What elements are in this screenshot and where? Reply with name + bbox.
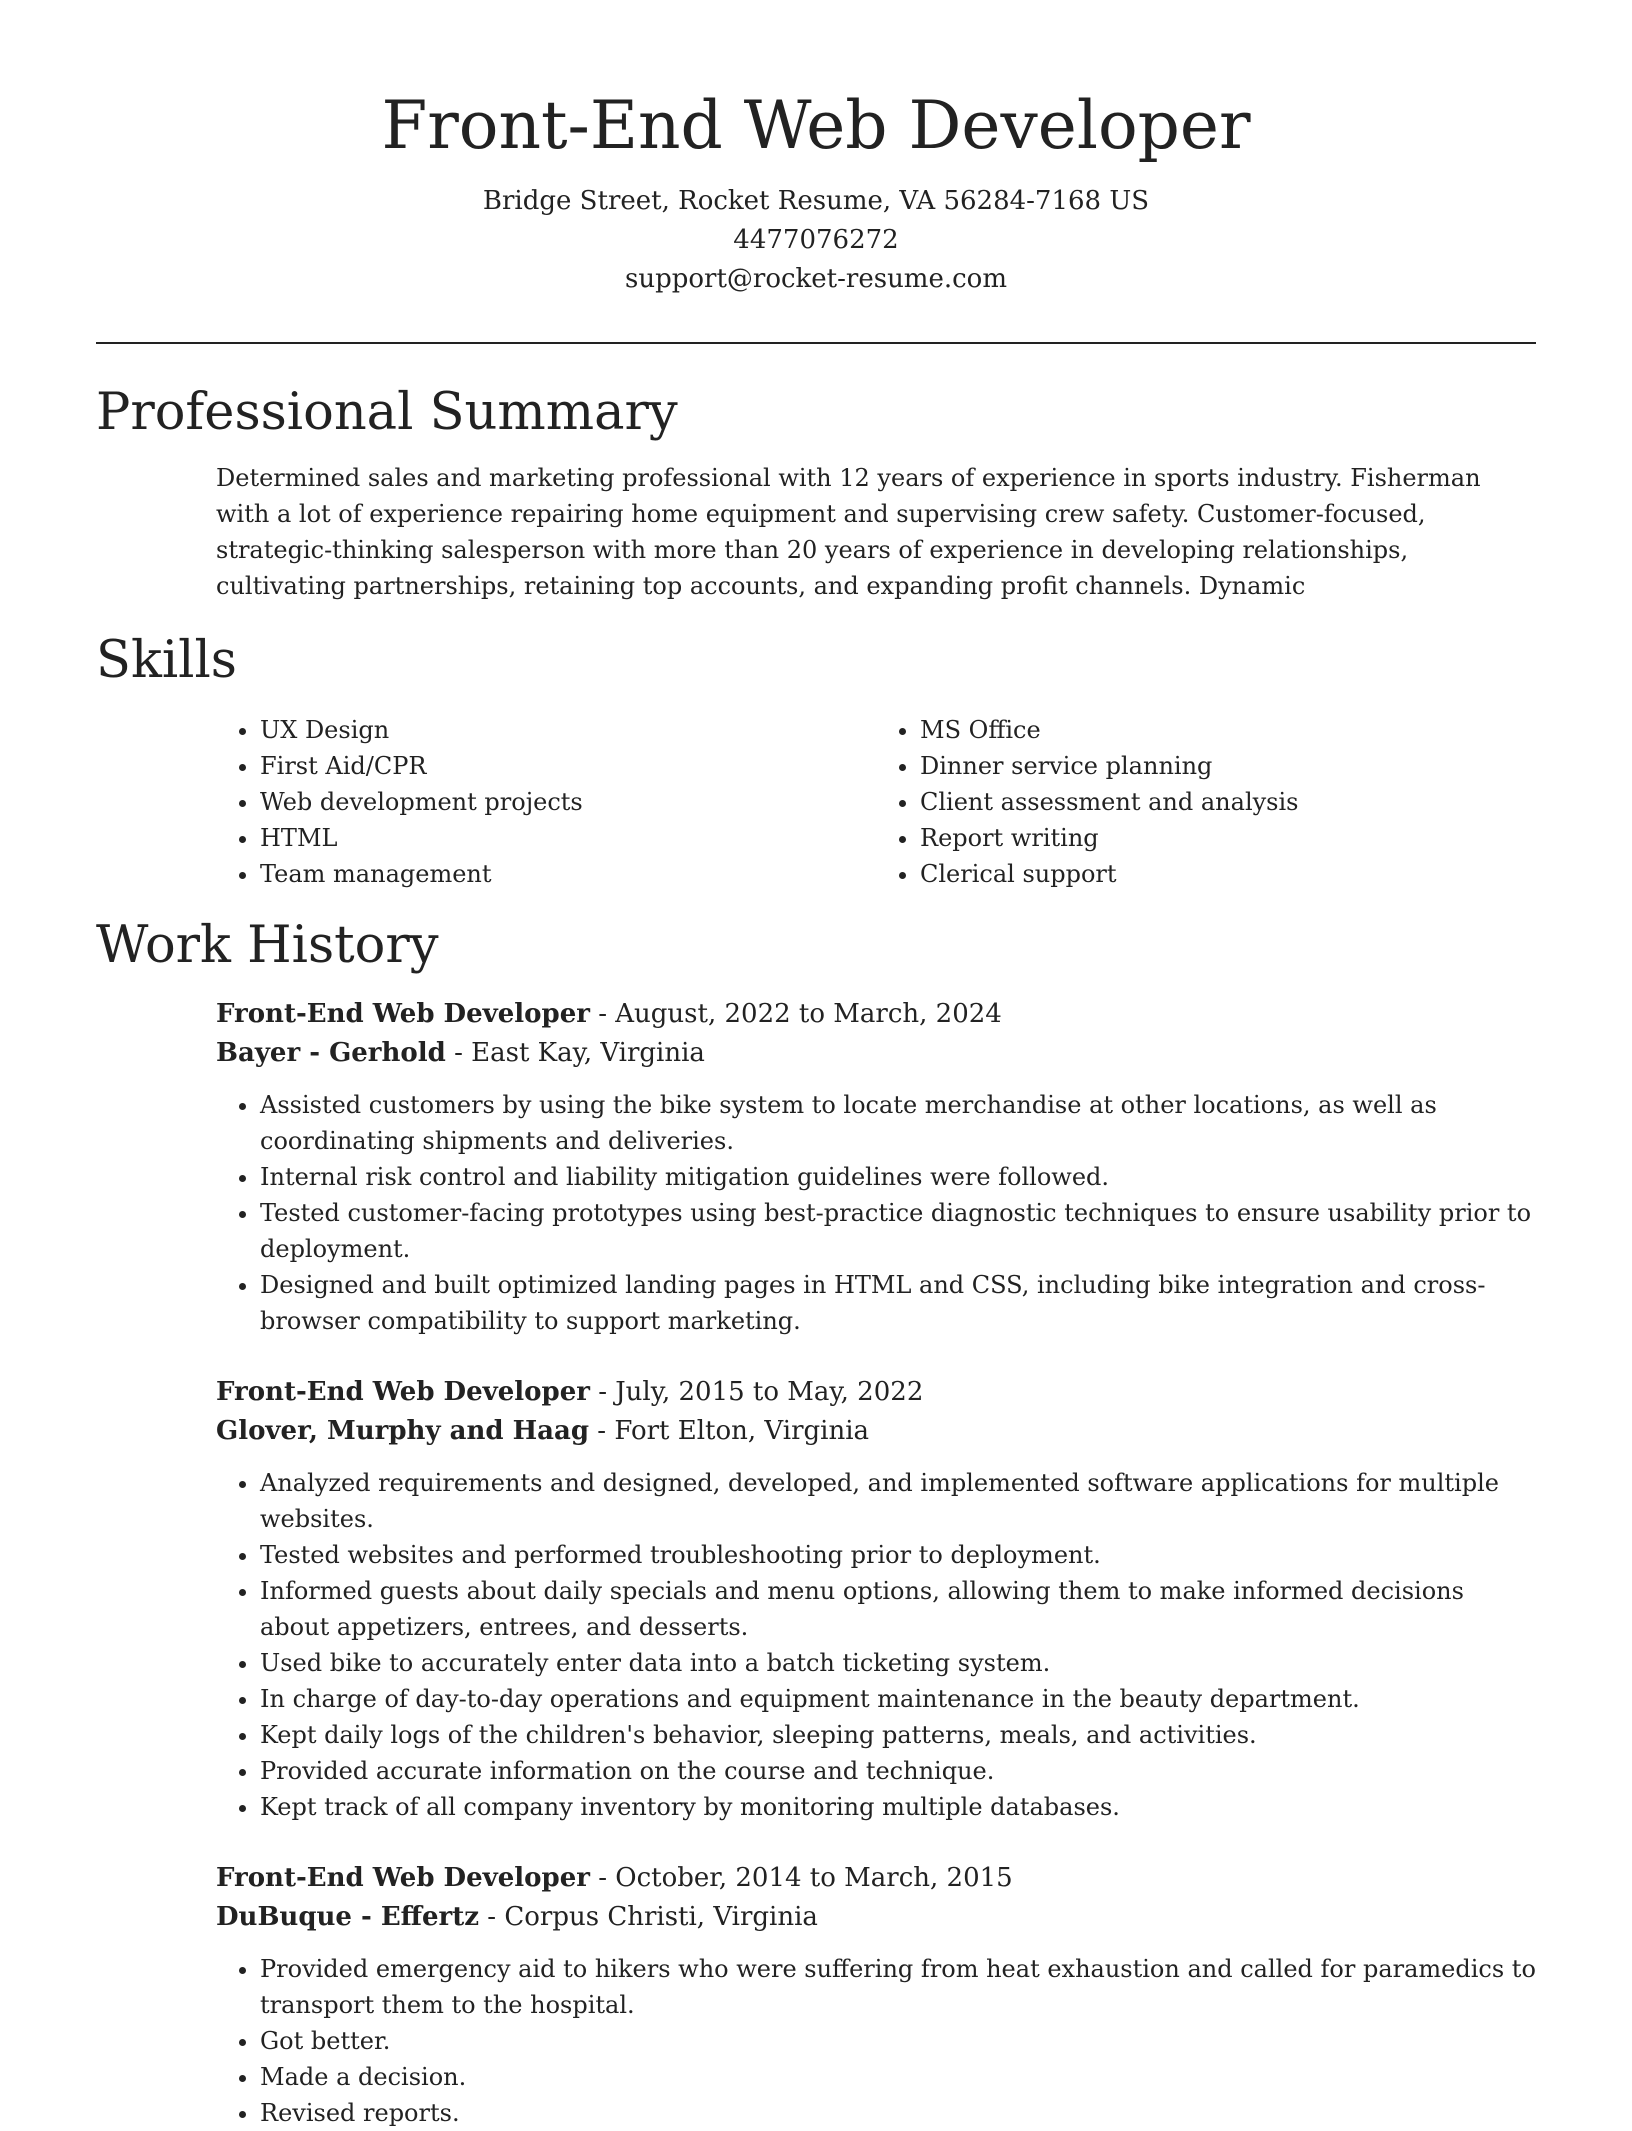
contact-info	[0, 182, 1632, 299]
job-bullet: • Assisted customers by using the bike system to locate merchandise at other locations, as well as coordinating shipments and deliveries.	[260, 1087, 1536, 1159]
job-company-line	[216, 1412, 1536, 1451]
summary-section	[96, 382, 1536, 604]
job-bullet: • In charge of day-to-day operations and equipment maintenance in the beauty department.	[260, 1681, 1536, 1717]
work-history-section	[96, 915, 1536, 2131]
job-company-line	[216, 1898, 1536, 1937]
candidate-name: Front-End Web Developer	[381, 87, 1251, 164]
job-title-line	[216, 1373, 1536, 1412]
job-bullet: • Got better.	[260, 2023, 1536, 2059]
job-bullet: • Provided emergency aid to hikers who were suffering from heat exhaustion and called for paramedics to transport them to the hospital.	[260, 1951, 1536, 2023]
skill-item: • Web development projects	[260, 784, 876, 820]
job-location: - Corpus Christi, Virginia	[479, 1902, 818, 1932]
skill-item: • Dinner service planning	[920, 748, 1536, 784]
job-bullet: • Internal risk control and liability mitigation guidelines were followed.	[260, 1159, 1536, 1195]
job-entry	[216, 995, 1536, 1339]
job-bullet: • Informed guests about daily specials and menu options, allowing them to make informed decisions about appetizers, entrees, and desserts.	[260, 1573, 1536, 1645]
job-bullet: • Provided accurate information on the course and technique.	[260, 1753, 1536, 1789]
job-bullet: • Tested customer-facing prototypes using best-practice diagnostic techniques to ensure usability prior to deployment.	[260, 1195, 1536, 1267]
email-text: support@rocket-resume.com	[624, 264, 1007, 294]
job-bullets	[216, 1951, 1536, 2131]
job-bullet: • Kept daily logs of the children's behavior, sleeping patterns, meals, and activities.	[260, 1717, 1536, 1753]
job-company: Bayer - Gerhold	[216, 1038, 446, 1068]
skill-item: • Report writing	[920, 820, 1536, 856]
job-entry	[216, 1859, 1536, 2131]
skill-item: • Client assessment and analysis	[920, 784, 1536, 820]
skills-section	[96, 630, 1536, 892]
resume-header	[0, 0, 1632, 299]
job-bullet: • Designed and built optimized landing pages in HTML and CSS, including bike integration and cross-browser compatibility to support marketing.	[260, 1267, 1536, 1339]
job-dates: - October, 2014 to March, 2015	[589, 1863, 1013, 1893]
skill-item: • HTML	[260, 820, 876, 856]
skill-item: • Team management	[260, 856, 876, 892]
job-title: Front-End Web Developer	[216, 1377, 590, 1407]
skills-list-left	[216, 712, 876, 892]
skill-item: • First Aid/CPR	[260, 748, 876, 784]
job-title: Front-End Web Developer	[216, 1863, 590, 1893]
job-title-line	[216, 1859, 1536, 1898]
skills-list-right	[876, 712, 1536, 892]
job-bullet: • Revised reports.	[260, 2095, 1536, 2131]
job-entry	[216, 1373, 1536, 1825]
job-bullets	[216, 1087, 1536, 1339]
phone-text: 4477076272	[733, 225, 899, 255]
job-bullet: • Made a decision.	[260, 2059, 1536, 2095]
job-bullet: • Tested websites and performed troubleshooting prior to deployment.	[260, 1537, 1536, 1573]
job-dates: - July, 2015 to May, 2022	[589, 1377, 924, 1407]
skill-item: • Clerical support	[920, 856, 1536, 892]
work-history-heading: Work History	[96, 916, 439, 975]
job-location: - East Kay, Virginia	[445, 1038, 705, 1068]
job-company: DuBuque - Effertz	[216, 1902, 480, 1932]
job-bullets	[216, 1465, 1536, 1825]
skill-item: • MS Office	[920, 712, 1536, 748]
job-title-line	[216, 995, 1536, 1034]
skills-heading: Skills	[96, 631, 237, 690]
job-title: Front-End Web Developer	[216, 999, 590, 1029]
summary-text: Determined sales and marketing professional with 12 years of experience in sports industry. Fisherman with a lot of experience repairing home equipment and supervising crew safety. Customer-focused, strategic-thinking salesperson with more than 20 years of experience in developing relationships, cultivating partnerships, retaining top accounts, and expanding profit channels. Dynamic	[216, 464, 1481, 600]
summary-heading: Professional Summary	[96, 383, 678, 442]
job-dates: - August, 2022 to March, 2024	[589, 999, 1002, 1029]
skills-columns	[216, 712, 1536, 892]
job-bullet: • Analyzed requirements and designed, developed, and implemented software applications for multiple websites.	[260, 1465, 1536, 1537]
job-company: Glover, Murphy and Haag	[216, 1416, 590, 1446]
job-bullet: • Kept track of all company inventory by monitoring multiple databases.	[260, 1789, 1536, 1825]
address-text: Bridge Street, Rocket Resume, VA 56284-7168 US	[482, 186, 1150, 216]
job-location: - Fort Elton, Virginia	[589, 1416, 870, 1446]
job-bullet: • Used bike to accurately enter data into a batch ticketing system.	[260, 1645, 1536, 1681]
job-company-line	[216, 1034, 1536, 1073]
skill-item: • UX Design	[260, 712, 876, 748]
header-divider	[96, 342, 1536, 344]
